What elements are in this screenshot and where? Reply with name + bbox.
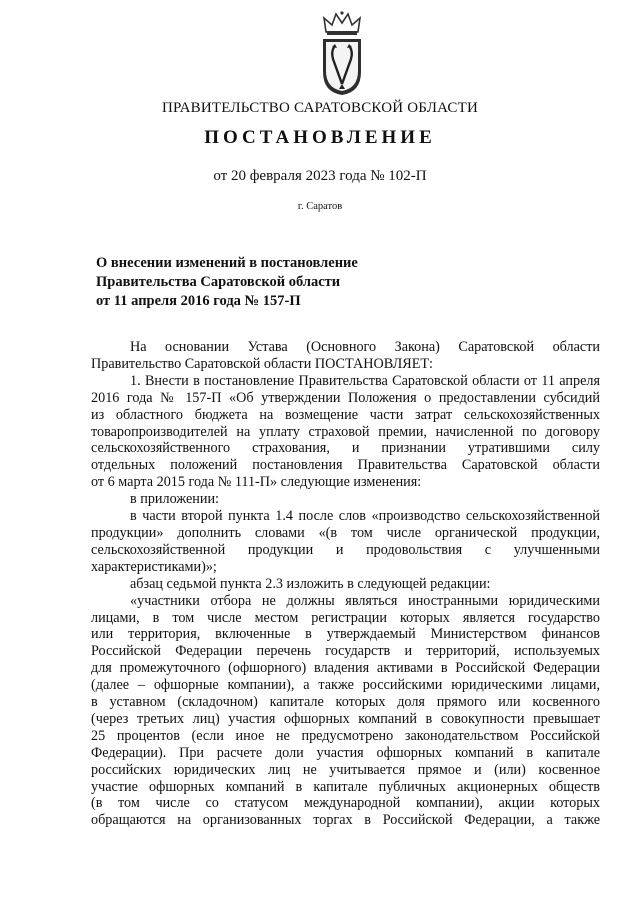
body-line: лицами, в том числе местом регистрации которых является государство <box>91 609 600 626</box>
body-line: в части второй пункта 1.4 после слов «производство сельскохозяйственной <box>130 508 600 525</box>
body-line: обращаются на организованных торгах в Российской Федерации, а также <box>91 812 600 829</box>
body-line: продукции» дополнить словами «(в том числе органической продукции, <box>91 524 600 541</box>
body-line: (далее – офшорные компании), а также российскими юридическими лицами, <box>91 677 600 694</box>
body-line: (через третьих лиц) участия офшорных компаний в совокупности превышает <box>91 710 600 727</box>
body-line: отдельных положений постановления Правительства Саратовской области <box>91 457 600 474</box>
body-line: характеристиками)»; <box>91 558 217 575</box>
body-line: российских юридических лиц не учитывается прямое и (или) косвенное <box>91 761 600 778</box>
document-date-number: от 20 февраля 2023 года № 102-П <box>213 168 427 184</box>
subject-line: от 11 апреля 2016 года № 157-П <box>96 293 301 309</box>
body-line: На основании Устава (Основного Закона) Саратовской области <box>130 339 600 355</box>
subject-line: О внесении изменений в постановление <box>96 255 358 271</box>
body-line: (в том числе со статусом международной компании), акции которых <box>91 795 600 812</box>
body-line: из областного бюджета на возмещение части затрат сельскохозяйственных <box>91 406 600 423</box>
body-line: 1. Внести в постановление Правительства Саратовской области от 11 апреля <box>130 372 600 389</box>
document-type-title: ПОСТАНОВЛЕНИЕ <box>204 127 436 148</box>
body-line: Федерации). При расчете доли участия офшорных компаний в капитале <box>91 744 600 761</box>
body-line: абзац седьмой пункта 2.3 изложить в следующей редакции: <box>130 575 491 592</box>
body-line: 25 процентов (если иное не предусмотрено законодательством Российской <box>91 727 600 744</box>
body-line: сельскохозяйственного страхования, и признании утратившими силу <box>91 440 600 457</box>
body-line: для промежуточного (офшорного) владения активами в Российской Федерации <box>91 660 600 677</box>
body-line: Российской Федерации перечень государств и территорий, используемых <box>91 643 600 660</box>
body-line: Правительство Саратовской области ПОСТАНОВЛЯЕТ: <box>91 355 434 372</box>
document-subject <box>96 254 456 311</box>
document-city: г. Саратов <box>297 201 343 212</box>
body-line: в приложении: <box>130 491 219 508</box>
body-line: от 6 марта 2015 года № 111-П» следующие изменения: <box>91 474 422 491</box>
document-body <box>91 339 600 829</box>
organization-name: ПРАВИТЕЛЬСТВО САРАТОВСКОЙ ОБЛАСТИ <box>161 100 479 116</box>
coat-of-arms-icon <box>320 10 364 96</box>
body-line: участие офшорных компаний в капитале публичных акционерных обществ <box>91 778 600 795</box>
body-line: в уставном (складочном) капитале которых доля прямого или косвенного <box>91 694 600 711</box>
subject-line: Правительства Саратовской области <box>96 274 341 290</box>
body-line: 2016 года № 157-П «Об утверждении Положения о предоставлении субсидий <box>91 389 600 406</box>
body-line: сельскохозяйственной продукции и продовольствия с улучшенными <box>91 541 600 558</box>
body-line: или территория, включенные в утверждаемый Министерством финансов <box>91 626 600 643</box>
body-line: товаропроизводителей на уплату страховой премии, начисленной по договору <box>91 423 600 440</box>
body-line: «участники отбора не должны являться иностранными юридическими <box>130 592 600 609</box>
